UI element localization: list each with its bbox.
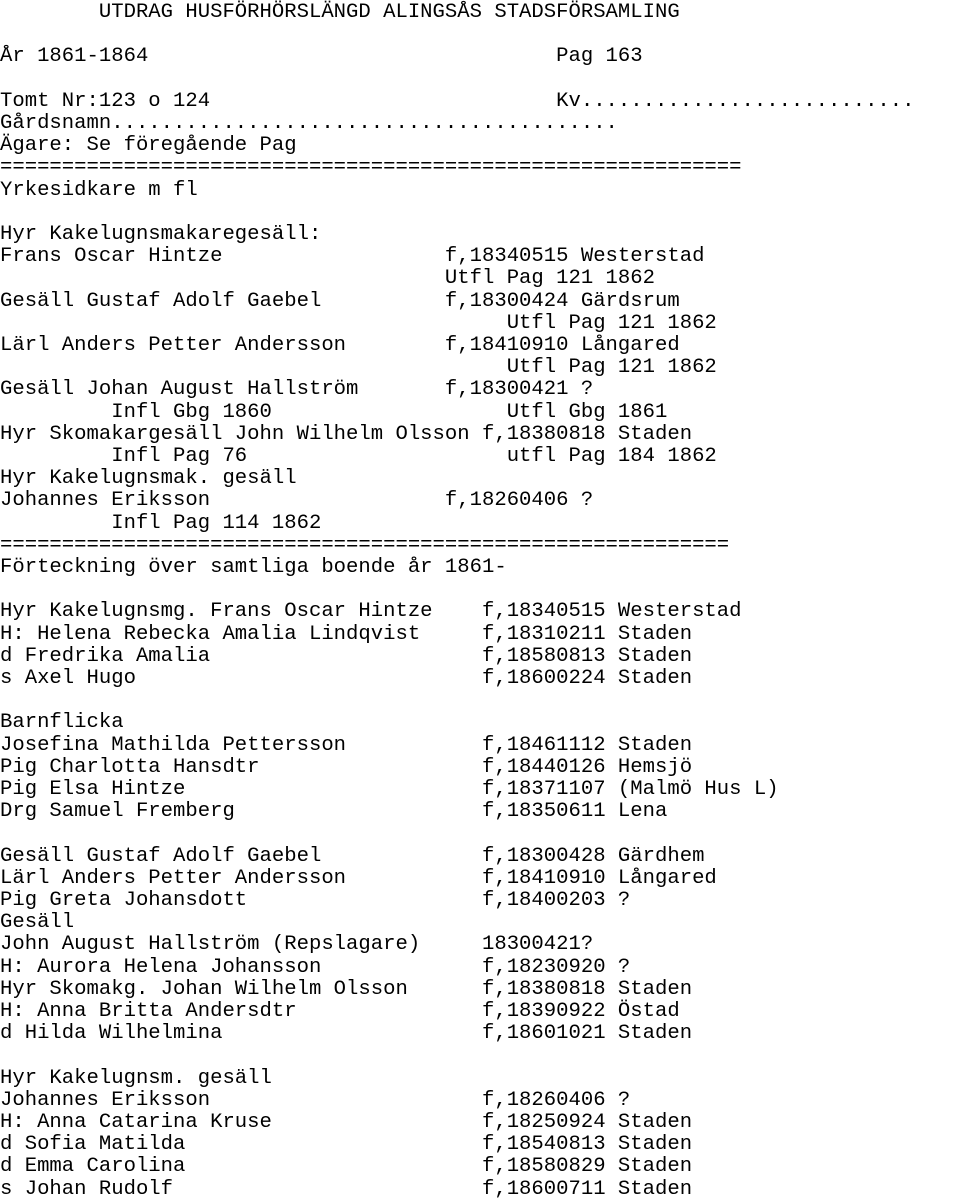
register-line: Hyr Kakelugnsmak. gesäll	[0, 467, 297, 491]
register-line: Tomt Nr:123 o 124 Kv...........................	[0, 89, 915, 113]
register-line: d Emma Carolina f,18580829 Staden	[0, 1155, 693, 1179]
register-line: Yrkesidkare m fl	[0, 178, 198, 202]
register-line: Lärl Anders Petter Andersson f,18410910 Långared	[0, 334, 680, 357]
register-line: UTDRAG HUSFÖRHÖRSLÄNGD ALINGSÅS STADSFÖRSAMLING	[0, 1, 680, 24]
register-line: Hyr Skomakg. Johan Wilhelm Olsson f,18380818 Staden	[0, 977, 693, 1001]
register-line: Utfl Pag 121 1862	[0, 311, 717, 335]
register-line: Drg Samuel Fremberg f,18350611 Lena	[0, 800, 668, 824]
register-line: H: Aurora Helena Johansson f,18230920 ?	[0, 955, 631, 979]
register-line: H: Anna Catarina Kruse f,18250924 Staden	[0, 1111, 693, 1134]
register-line: Frans Oscar Hintze f,18340515 Westerstad	[0, 245, 705, 269]
register-line: Hyr Skomakargesäll John Wilhelm Olsson f,18380818 Staden	[0, 422, 693, 446]
register-line: Gesäll Gustaf Adolf Gaebel f,18300428 Gärdhem	[0, 844, 705, 868]
register-line: Utfl Pag 121 1862	[0, 267, 655, 291]
register-line: Infl Pag 76 utfl Pag 184 1862	[0, 445, 717, 468]
register-line: Gesäll	[0, 911, 75, 935]
register-line: Infl Pag 114 1862	[0, 511, 322, 535]
register-line: Pig Elsa Hintze f,18371107 (Malmö Hus L)	[0, 778, 779, 801]
register-line: Gårdsnamn.........................................	[0, 112, 618, 135]
register-line: Gesäll Gustaf Adolf Gaebel f,18300424 Gärdsrum	[0, 289, 680, 313]
register-line: Förteckning över samtliga boende år 1861-	[0, 556, 507, 579]
register-line: Hyr Kakelugnsmakaregesäll:	[0, 223, 322, 246]
register-line: Lärl Anders Petter Andersson f,18410910 Långared	[0, 866, 717, 890]
register-line: Pig Greta Johansdott f,18400203 ?	[0, 889, 631, 912]
register-line: Utfl Pag 121 1862	[0, 356, 717, 380]
register-line: H: Anna Britta Andersdtr f,18390922 Östad	[0, 1000, 680, 1023]
register-line: År 1861-1864 Pag 163	[0, 45, 643, 69]
register-line: Infl Gbg 1860 Utfl Gbg 1861	[0, 400, 668, 424]
register-line: d Fredrika Amalia f,18580813 Staden	[0, 644, 693, 668]
register-line: Gesäll Johan August Hallström f,18300421 ?	[0, 378, 594, 402]
register-line: s Axel Hugo f,18600224 Staden	[0, 667, 693, 690]
register-line: d Hilda Wilhelmina f,18601021 Staden	[0, 1022, 693, 1046]
register-line: Barnflicka	[0, 711, 124, 735]
register-line: ============================================================	[0, 156, 742, 180]
register-line: Ägare: Se föregående Pag	[0, 134, 297, 158]
register-line: John August Hallström (Repslagare) 18300421?	[0, 933, 594, 957]
register-line: s Johan Rudolf f,18600711 Staden	[0, 1177, 693, 1201]
register-line: Hyr Kakelugnsm. gesäll	[0, 1066, 272, 1090]
register-line: H: Helena Rebecka Amalia Lindqvist f,18310211 Staden	[0, 622, 693, 646]
register-line: Josefina Mathilda Pettersson f,18461112 Staden	[0, 733, 693, 757]
register-line: d Sofia Matilda f,18540813 Staden	[0, 1133, 693, 1157]
register-line: Johannes Eriksson f,18260406 ?	[0, 1088, 631, 1112]
register-line: Pig Charlotta Hansdtr f,18440126 Hemsjö	[0, 755, 693, 779]
register-line: ===========================================================	[0, 533, 730, 557]
register-line: Johannes Eriksson f,18260406 ?	[0, 489, 594, 513]
register-line: Hyr Kakelugnsmg. Frans Oscar Hintze f,18340515 Westerstad	[0, 600, 742, 624]
